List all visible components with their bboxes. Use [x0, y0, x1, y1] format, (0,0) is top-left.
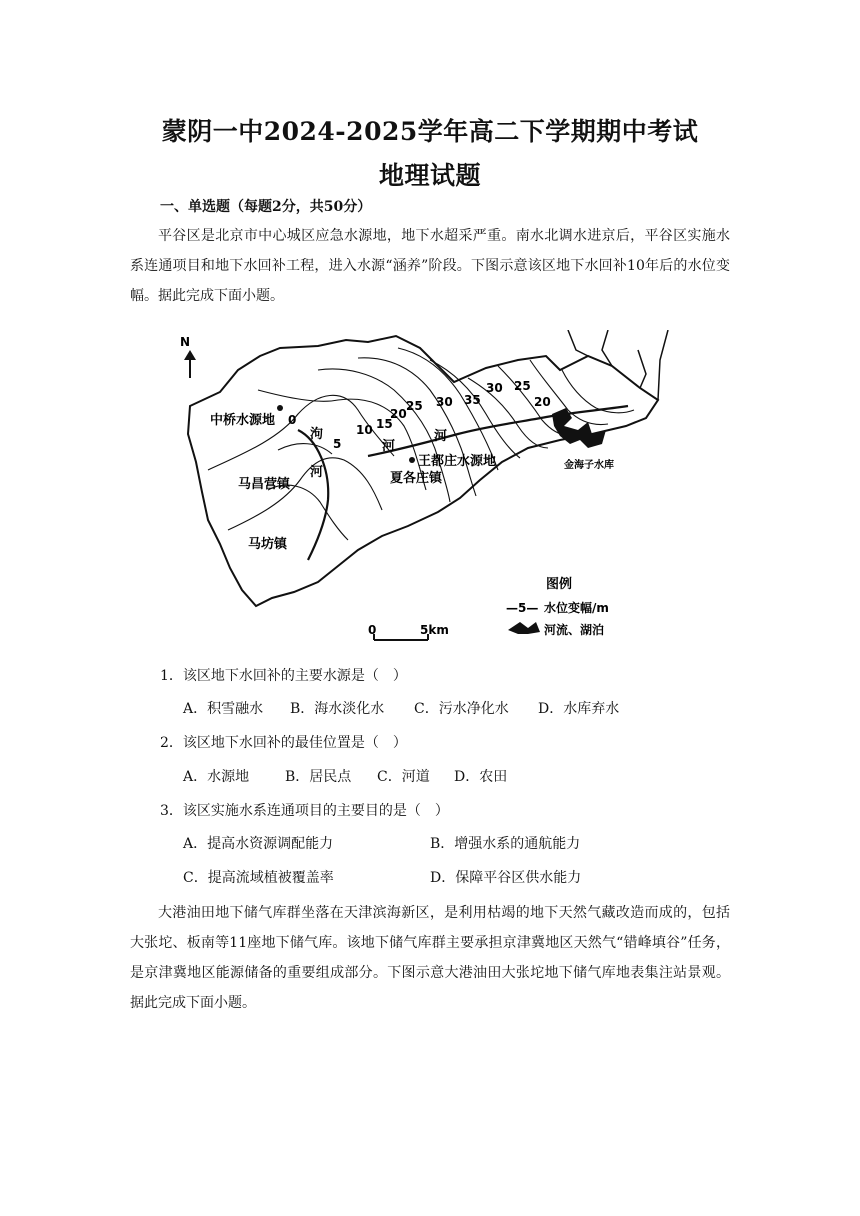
- q3-option-d: D．保障平谷区供水能力: [430, 870, 582, 886]
- q2-option-b: B．居民点: [285, 769, 352, 785]
- map-legend: [506, 576, 609, 637]
- zhongqiao-marker: [277, 405, 283, 411]
- q2-option-c: C．河道: [377, 769, 430, 785]
- north-arrow-icon: [180, 335, 196, 378]
- scale-distance: 5km: [420, 623, 449, 637]
- question-3: 3．该区实施水系连通项目的主要目的是（ ）: [160, 803, 449, 819]
- river-char: 河: [310, 465, 324, 480]
- q2-option-a: A．水源地: [183, 769, 250, 785]
- q1-option-c: C．污水净化水: [414, 701, 509, 717]
- legend-title: 图例: [546, 577, 573, 592]
- legend-contour-label: 水位变幅/m: [544, 601, 609, 615]
- contour-label: 30: [436, 395, 453, 409]
- question-2: 2．该区地下水回补的最佳位置是（ ）: [160, 735, 407, 751]
- place-wangduzhuang: 王都庄水源地: [418, 454, 497, 469]
- north-label: N: [180, 335, 191, 349]
- river-char: 河: [382, 439, 396, 454]
- place-machangying: 马昌营镇: [238, 477, 291, 492]
- river-lake-icon: [508, 622, 540, 634]
- q3-option-c: C．提高流域植被覆盖率: [183, 870, 334, 886]
- contour-label: 25: [406, 399, 423, 413]
- passage-1: 平谷区是北京市中心城区应急水源地，地下水超采严重。南水北调水进京后，平谷区实施水系连通项目和地下水回补工程，进入水源“涵养”阶段。下图示意该区地下水回补10年后的水位变幅。据此完成下面小题。: [130, 228, 730, 304]
- legend-river-label: 河流、湖泊: [544, 623, 605, 637]
- section-heading: 一、单选题（每题2分，共50分）: [160, 199, 372, 215]
- contour-label: 5: [333, 437, 342, 451]
- contour-label: 30: [486, 381, 503, 395]
- place-xiagezhuang: 夏各庄镇: [390, 471, 443, 486]
- reservoir-shape: [552, 408, 606, 448]
- groundwater-map: [168, 330, 698, 650]
- contour-label: 35: [464, 393, 481, 407]
- q2-option-d: D．农田: [454, 769, 508, 785]
- contour-label: 10: [356, 423, 373, 437]
- contour-label: 15: [376, 417, 393, 431]
- scale-bar: [368, 623, 449, 640]
- contour-labels: [288, 379, 551, 451]
- passage-2: 大港油田地下储气库群坐落在天津滨海新区，是利用枯竭的地下天然气藏改造而成的，包括大张坨、板南等11座地下储气库。该地下储气库群主要承担京津冀地区天然气“错峰填谷”任务，是京津冀地区能源储备的重要组成部分。下图示意大港油田大张坨地下储气库地表集注站景观。据此完成下面小题。: [130, 905, 730, 1011]
- legend-contour-symbol: —5—: [506, 601, 539, 615]
- contour-label: 25: [514, 379, 531, 393]
- river-char: 泃: [310, 427, 324, 442]
- q1-option-b: B．海水淡化水: [290, 701, 385, 717]
- exam-subject-title: 地理试题: [378, 161, 481, 190]
- contour-label: 0: [288, 413, 297, 427]
- question-1: 1．该区地下水回补的主要水源是（ ）: [160, 668, 407, 684]
- contour-label: 20: [390, 407, 407, 421]
- q3-option-a: A．提高水资源调配能力: [183, 836, 334, 852]
- river-char: 河: [434, 429, 448, 444]
- contour-label: 20: [534, 395, 551, 409]
- q3-option-b: B．增强水系的通航能力: [430, 836, 581, 852]
- place-jinhaihu: 金海子水库: [564, 460, 614, 471]
- scale-zero: 0: [368, 623, 377, 637]
- river-lines: [298, 406, 628, 560]
- place-mafang: 马坊镇: [248, 537, 288, 552]
- q1-option-d: D．水库弃水: [538, 701, 620, 717]
- q1-option-a: A．积雪融水: [183, 701, 264, 717]
- exam-title: 蒙阴一中2024-2025学年高二下学期期中考试: [161, 117, 699, 146]
- place-zhongqiao: 中桥水源地: [210, 413, 276, 428]
- wangduzhuang-marker: [409, 457, 415, 463]
